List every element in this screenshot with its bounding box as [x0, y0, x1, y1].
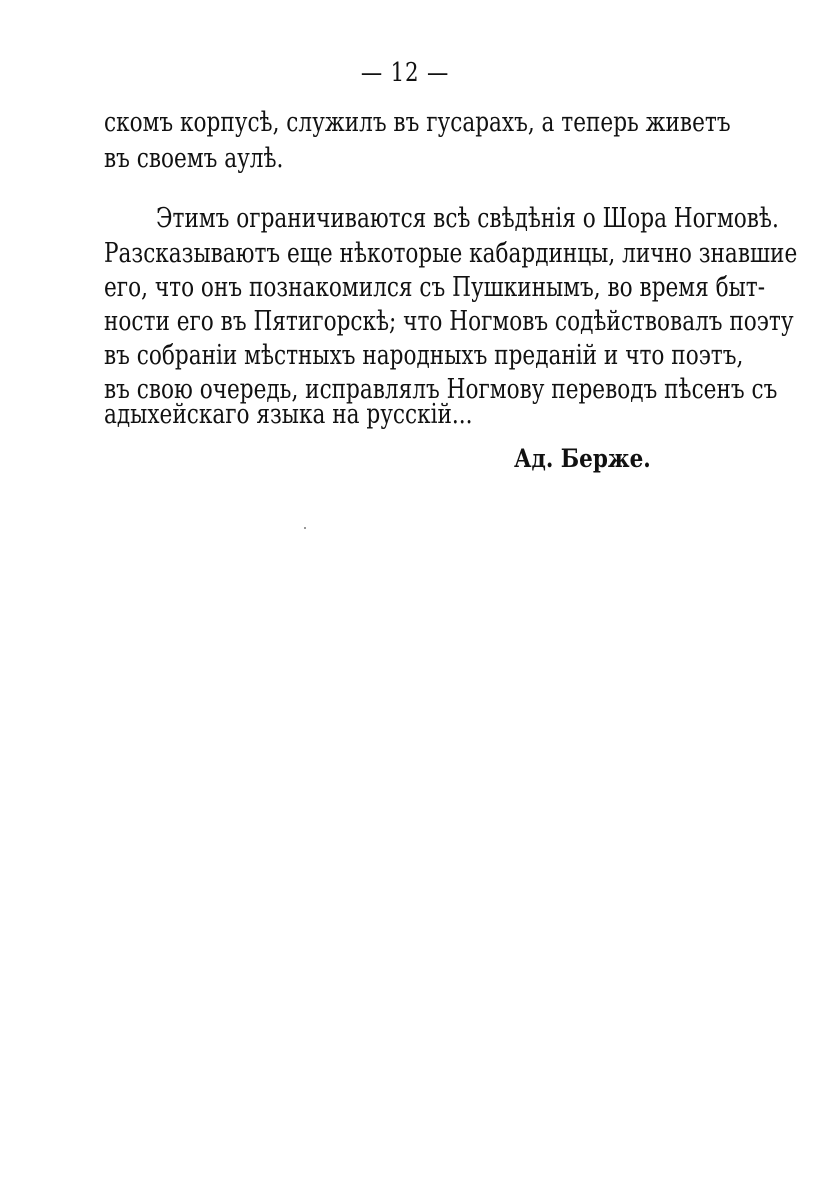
- paper-speck: [304, 527, 306, 529]
- text-line-content: ности его въ Пятигорскѣ; что Ногмовъ содѣйствовалъ поэту: [104, 306, 794, 337]
- text-line-content: Этимъ ограничиваются всѣ свѣдѣнія о Шора Ногмовѣ.: [156, 203, 779, 234]
- text-line: [156, 202, 779, 236]
- text-line: [104, 271, 765, 305]
- text-line-content: адыхейскаго языка на русскій...: [104, 399, 473, 430]
- text-line-content: его, что онъ познакомился съ Пушкинымъ, во время быт-: [104, 272, 766, 303]
- text-line-content: въ собраніи мѣстныхъ народныхъ преданій и что поэтъ,: [104, 340, 744, 371]
- page-number: — 12 —: [360, 58, 450, 88]
- text-line: [104, 106, 731, 140]
- text-line: [104, 398, 473, 432]
- text-line: [104, 305, 794, 339]
- text-line-content: скомъ корпусѣ, служилъ въ гусарахъ, а теперь живетъ: [104, 107, 731, 138]
- text-line-content: въ свою очередь, исправлялъ Ногмову переводъ пѣсенъ съ: [104, 374, 778, 405]
- text-line-content: Разсказываютъ еще нѣкоторые кабардинцы, лично знавшие: [104, 238, 798, 269]
- author-signature: Ад. Берже.: [514, 444, 651, 473]
- text-line-content: въ своемъ аулѣ.: [104, 143, 284, 174]
- text-line: [104, 237, 797, 271]
- text-line: [104, 142, 283, 176]
- text-line: [104, 339, 743, 373]
